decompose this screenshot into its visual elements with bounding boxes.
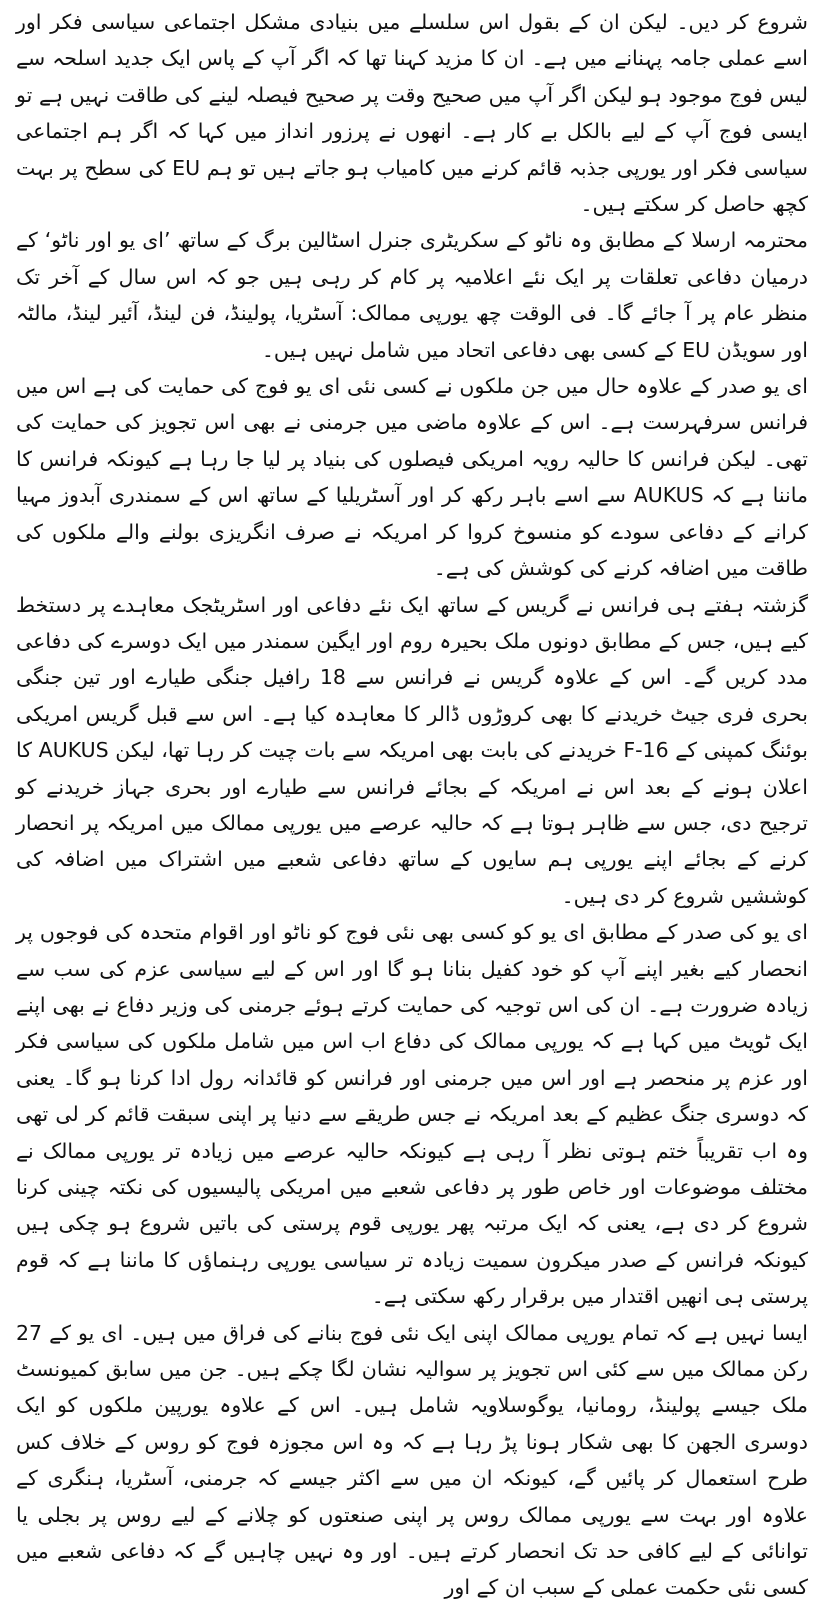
paragraph-6: ایسا نہیں ہے کہ تمام یورپی ممالک اپنی ایک نئی فوج بنانے کی فراق میں ہیں۔ ای یو کے 27 رکن ممالک میں سے کئی اس تجویز پر سوالیہ نشان لگا چکے ہیں۔ جن میں سابق کمیونسٹ ملک جیسے پولینڈ، رومانیا، یوگوسلاویہ شامل ہیں۔ اس کے علاوہ یورپین ملکوں کو ایک دوسری الجھن کا بھی شکار ہونا پڑ رہا ہے کہ وہ اس مجوزہ فوج کو روس کے خلاف کس طرح استعمال کر پائیں گے، کیونکہ ان میں سے اکثر جیسے کہ جرمنی، آسٹریا، ہنگری کے علاوہ اور بہت سے یورپی ممالک روس پر اپنی صنعتوں کو چلانے کے لیے روس پر بجلی یا توانائی کے لیے کافی حد تک انحصار کرتے ہیں۔ اور وہ نہیں چاہیں گے کہ دفاعی شعبے میں کسی نئی حکمت عملی کے سبب ان کے اور <box>16 1320 808 1600</box>
paragraph-5: ای یو کی صدر کے مطابق ای یو کو کسی بھی نئی فوج کو ناٹو اور اقوام متحدہ کی فوجوں پر انحصار کیے بغیر اپنے آپ کو خود کفیل بنانا ہو گا اور اس کے لیے سیاسی عزم کی سب سے زیادہ ضرورت ہے۔ ان کی اس توجیہ کی حمایت کرتے ہوئے جرمنی کی وزیر دفاع نے بھی اپنے ایک ٹویٹ میں کہا ہے کہ یورپی ممالک کی دفاع اب اس میں شامل ملکوں کی سیاسی فکر اور عزم پر منحصر ہے اور اس میں جرمنی اور فرانس کو قائدانہ رول ادا کرنا ہو گا۔ یعنی کہ دوسری جنگ عظیم کے بعد امریکہ نے جس طریقے سے دنیا پر اپنی سبقت قائم کر لی تھی وہ اب تقریباً ختم ہوتی نظر آ رہی ہے کیونکہ حالیہ عرصے میں زیادہ تر یورپی ممالک نے مختلف موضوعات اور خاص طور پر دفاعی شعبے میں امریکی پالیسیوں کی نکتہ چینی کرنا شروع کر دی ہے، یعنی کہ ایک مرتبہ پھر یورپی قوم پرستی کی باتیں شروع ہو چکی ہیں کیونکہ فرانس کے صدر میکرون سمیت زیادہ تر سیاسی یورپی رہنماؤں کا ماننا ہے کہ قوم پرستی ہی انھیں اقتدار میں برقرار رکھ سکتی ہے۔ <box>16 920 808 1309</box>
paragraph-2: محترمہ ارسلا کے مطابق وہ ناٹو کے سکریٹری جنرل اسٹالین برگ کے ساتھ ’ای یو اور ناٹو‘ کے درمیان دفاعی تعلقات پر ایک نئے اعلامیہ پر کام کر رہی ہیں جو کہ اس سال کے آخر تک منظر عام پر آ جائے گا۔ فی الوقت چھ یورپی ممالک: آسٹریا، پولینڈ، فن لینڈ، آئیر لینڈ، مالٹہ اور سویڈن EU کے کسی بھی دفاعی اتحاد میں شامل نہیں ہیں۔ <box>16 228 808 362</box>
paragraph-4: گزشتہ ہفتے ہی فرانس نے گریس کے ساتھ ایک نئے دفاعی اور اسٹریٹجک معاہدے پر دستخط کیے ہیں، جس کے مطابق دونوں ملک بحیرہ روم اور ایگین سمندر میں ایک دوسرے کی دفاعی مدد کریں گے۔ اس کے علاوہ گریس نے فرانس سے 18 رافیل جنگی طیارے اور تین جنگی بحری فری جیٹ خریدنے کا بھی کروڑوں ڈالر کا معاہدہ کیا ہے۔ اس سے قبل گریس امریکی بوئنگ کمپنی کے F-16 خریدنے کی بابت بھی امریکہ سے بات چیت کر رہا تھا، لیکن AUKUS کا اعلان ہونے کے بعد اس نے امریکہ کے بجائے فرانس سے طیارے اور بحری جہاز خریدنے کو ترجیح دی، جس سے ظاہر ہوتا ہے کہ حالیہ عرصے میں یورپی ممالک میں امریکہ پر انحصار کرنے کے بجائے اپنے یورپی ہم سایوں کے ساتھ دفاعی شعبے میں اشتراک میں اضافہ کی کوششیں شروع کر دی ہیں۔ <box>16 592 809 908</box>
paragraph-1: شروع کر دیں۔ لیکن ان کے بقول اس سلسلے میں بنیادی مشکل اجتماعی سیاسی فکر اور اسے عملی جامہ پہنانے میں ہے۔ ان کا مزید کہنا تھا کہ اگر آپ کے پاس ایک جدید اسلحہ سے لیس فوج موجود ہو لیکن اگر آپ میں صحیح وقت پر صحیح فیصلہ لینے کی طاقت نہیں ہے تو ایسی فوج آپ کے لیے بالکل بے کار ہے۔ انھوں نے پرزور انداز میں کہا کہ اگر ہم اجتماعی سیاسی فکر اور یورپی جذبہ قائم کرنے میں کامیاب ہو جاتے ہیں تو ہم EU کی سطح پر بہت کچھ حاصل کر سکتے ہیں۔ <box>16 10 808 217</box>
article-body <box>16 4 809 1600</box>
paragraph-3: ای یو صدر کے علاوہ حال میں جن ملکوں نے کسی نئی ای یو فوج کی حمایت کی ہے اس میں فرانس سرفہرست ہے۔ اس کے علاوہ ماضی میں جرمنی نے بھی اس تجویز کی حمایت کی تھی۔ لیکن فرانس کا حالیہ رویہ امریکی فیصلوں کی بنیاد پر لیا جا رہا ہے کیونکہ فرانس کا ماننا ہے کہ AUKUS سے اسے باہر رکھ کر اور آسٹریلیا کے ساتھ اس کے سمندری آبدوز مہیا کرانے کے دفاعی سودے کو منسوخ کروا کر امریکہ نے صرف انگریزی بولنے والے ملکوں کی طاقت میں اضافہ کرنے کی کوشش کی ہے۔ <box>16 374 808 581</box>
